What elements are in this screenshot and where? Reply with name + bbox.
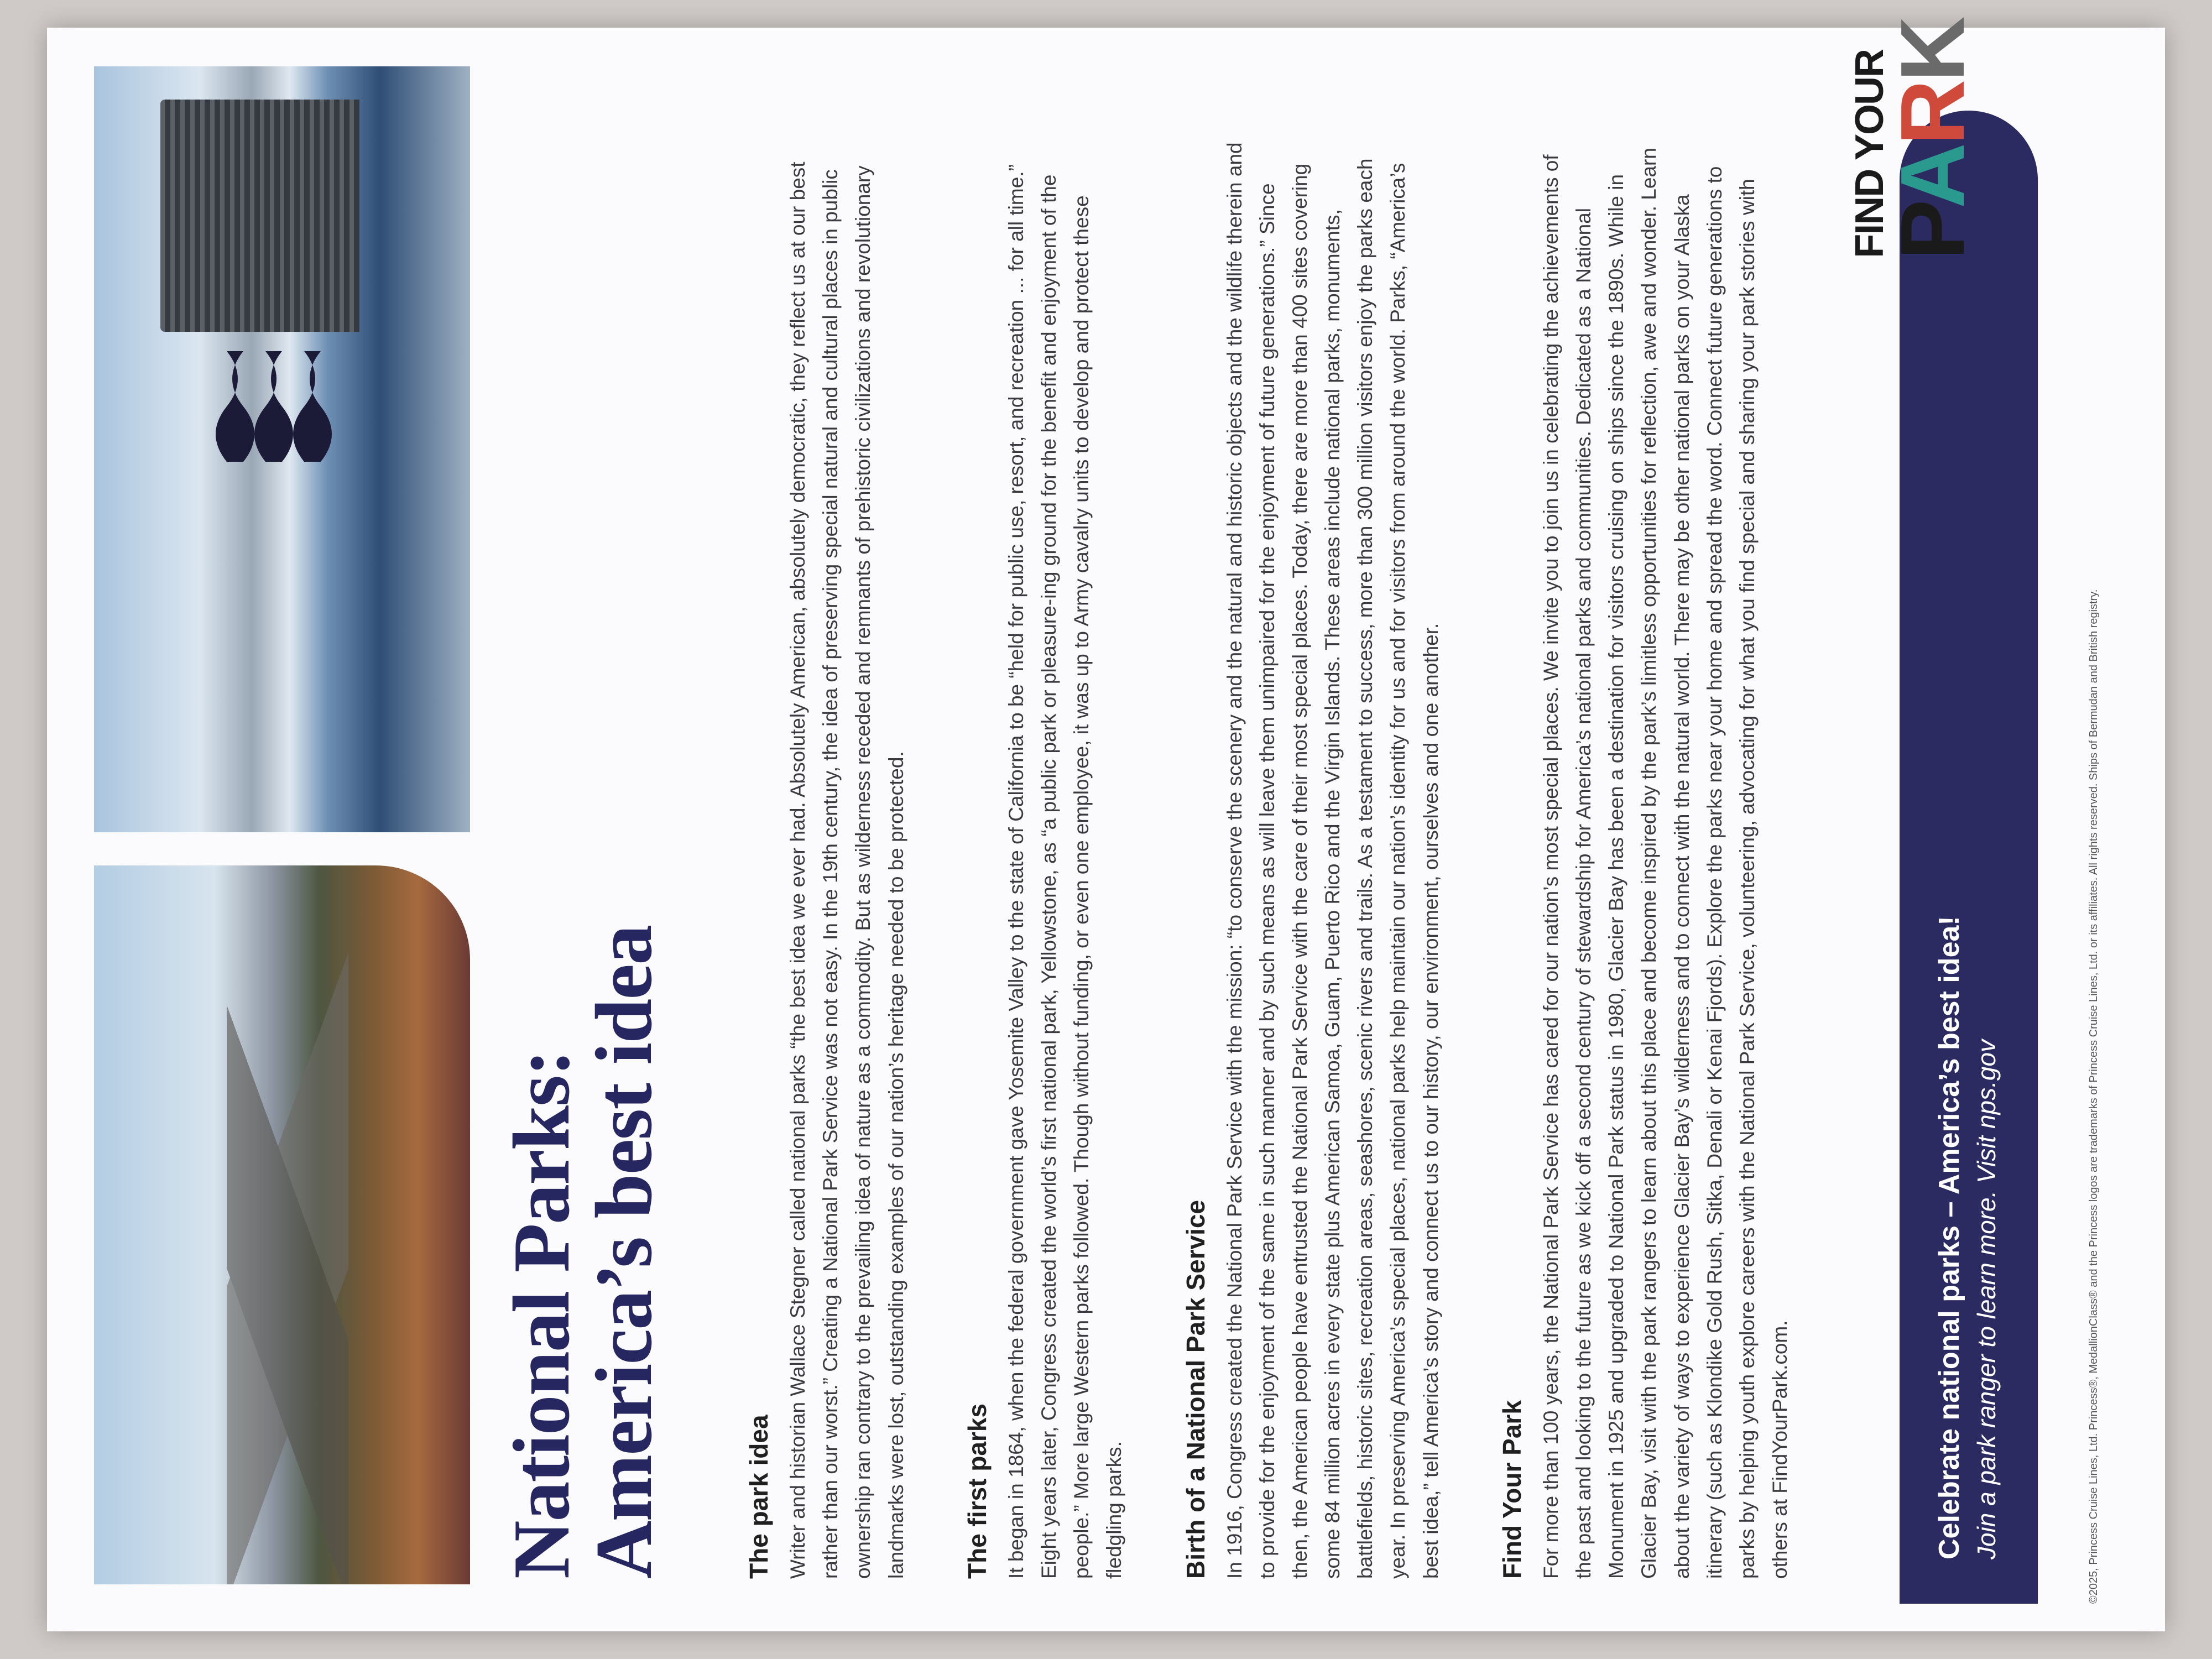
title-line-2: America’s best idea	[578, 925, 669, 1579]
section-park-idea	[744, 141, 912, 1579]
logo-letter-p: P	[1882, 208, 1983, 260]
section-text: It began in 1864, when the federal government gave Yosemite Valley to the state of California to be “held for public use, resort, and recreation ... for all time.” Eight years later, Congress created the world’s first national park, Yellowstone, as “a public park or pleasure-ing ground for the benefit and enjoyment of the people.” More large Western parks followed. Though without funding, or even one employee, it was up to Army cavalry units to develop and protect these fledgling parks.	[1004, 164, 1126, 1579]
glacier-ship-photo	[94, 66, 470, 832]
logo-letter-a: A	[1882, 145, 1983, 208]
section-heading: Birth of a National Park Service	[1181, 1199, 1210, 1579]
article-body	[744, 141, 1846, 1579]
mountain-ridge-shape	[227, 865, 348, 1584]
section-text: In 1916, Congress created the National Park Service with the mission: “to conserve the scenery and the natural and historic objects and the wildlife therein and to provide for the enjoyment of the same in such manner and by such means as will leave them unimpaired for the enjoyment of future generations.” Since then, the American people have entrusted the National Park Service with the care of their most special places. Today, there are more than 400 sites covering some 84 million acres in every state plus American Samoa, Guam, Puerto Rico and the Virgin Islands. These areas include national parks, monuments, battlefields, historic sites, recreation areas, seashores, scenic rivers and trails. As a testament to success, more than 300 million visitors enjoy the parks each year. In preserving America’s special places, national parks help maintain our nation’s identity for us and for visitors from around the world. Parks, “America’s best idea,” tell America’s story and connect us to our history, our environment, ourselves and one another.	[1223, 142, 1442, 1579]
section-text: Writer and historian Wallace Stegner called national parks “the best idea we ever had. Absolutely American, absolutely democratic, they reflect us at our best rather than our worst.” Creating a National Park Service was not easy. In the 19th century, the idea of preserving special natural and cultural places in public ownership ran contrary to the prevailing idea of nature as a commodity. But as wilderness receded and remnants of prehistoric civilizations and revolutionary landmarks were lost, outstanding examples of our nation’s heritage needed to be protected.	[786, 161, 907, 1579]
section-heading: The first parks	[962, 1404, 992, 1579]
logo-letter-r: R	[1882, 81, 1983, 145]
section-heading: The park idea	[744, 1415, 773, 1579]
logo-park	[1882, 18, 1983, 260]
legal-footer: ©2025, Princess Cruise Lines, Ltd. Princess®, MedallionClass® and the Princess logos are trademarks of Princess Cruise Lines, Ltd. or its affiliates. All rights reserved. Ships of Bermudan and British registry.	[2088, 589, 2100, 1604]
section-birth-nps	[1181, 141, 1447, 1579]
mountain-meadow-photo	[94, 865, 470, 1584]
section-text: For more than 100 years, the National Park Service has cared for our nation’s most special places. We invite you to join us in celebrating the achievements of the past and looking to the future as we kick off a second century of stewardship for America’s national parks and communities. Dedicated as a National Monument in 1925 and upgraded to National Park status in 1980, Glacier Bay has been a destination for visitors cruising on ships since the 1890s. While in Glacier Bay, visit with the park rangers to learn about this place and become inspired by the park’s limitless opportunities for reflection, awe and wonder. Learn about the variety of ways to experience Glacier Bay’s wilderness and to connect with the natural world. There may be other national parks on your Alaska itinerary (such as Klondike Gold Rush, Sitka, Denali or Kenai Fjords). Explore the parks near your home and spread the word. Connect future generations to parks by helping youth explore careers with the National Park Service, volunteering, advocating for what you find special and sharing your park stories with others at FindYourPark.com.	[1539, 148, 1792, 1579]
princess-wave-logo-icon	[182, 335, 348, 478]
banner-subline: Join a park ranger to learn more. Visit nps.gov	[1972, 1039, 2001, 1559]
flyer-page	[47, 18, 2165, 1631]
celebrate-banner	[1900, 111, 2038, 1604]
section-find-your-park	[1497, 141, 1797, 1579]
title-line-1: National Parks:	[497, 1050, 586, 1579]
logo-find-your: FIND YOUR	[1848, 50, 1892, 258]
find-your-park-logo	[1848, 18, 2005, 260]
section-heading: Find Your Park	[1497, 1400, 1526, 1579]
cruise-ship-shape	[160, 100, 359, 332]
wave-logo-svg	[194, 340, 337, 473]
banner-headline: Celebrate national parks – America’s best idea!	[1933, 916, 1965, 1559]
section-first-parks	[962, 141, 1131, 1579]
logo-letter-k: K	[1882, 18, 1983, 82]
page-title	[497, 749, 669, 1579]
